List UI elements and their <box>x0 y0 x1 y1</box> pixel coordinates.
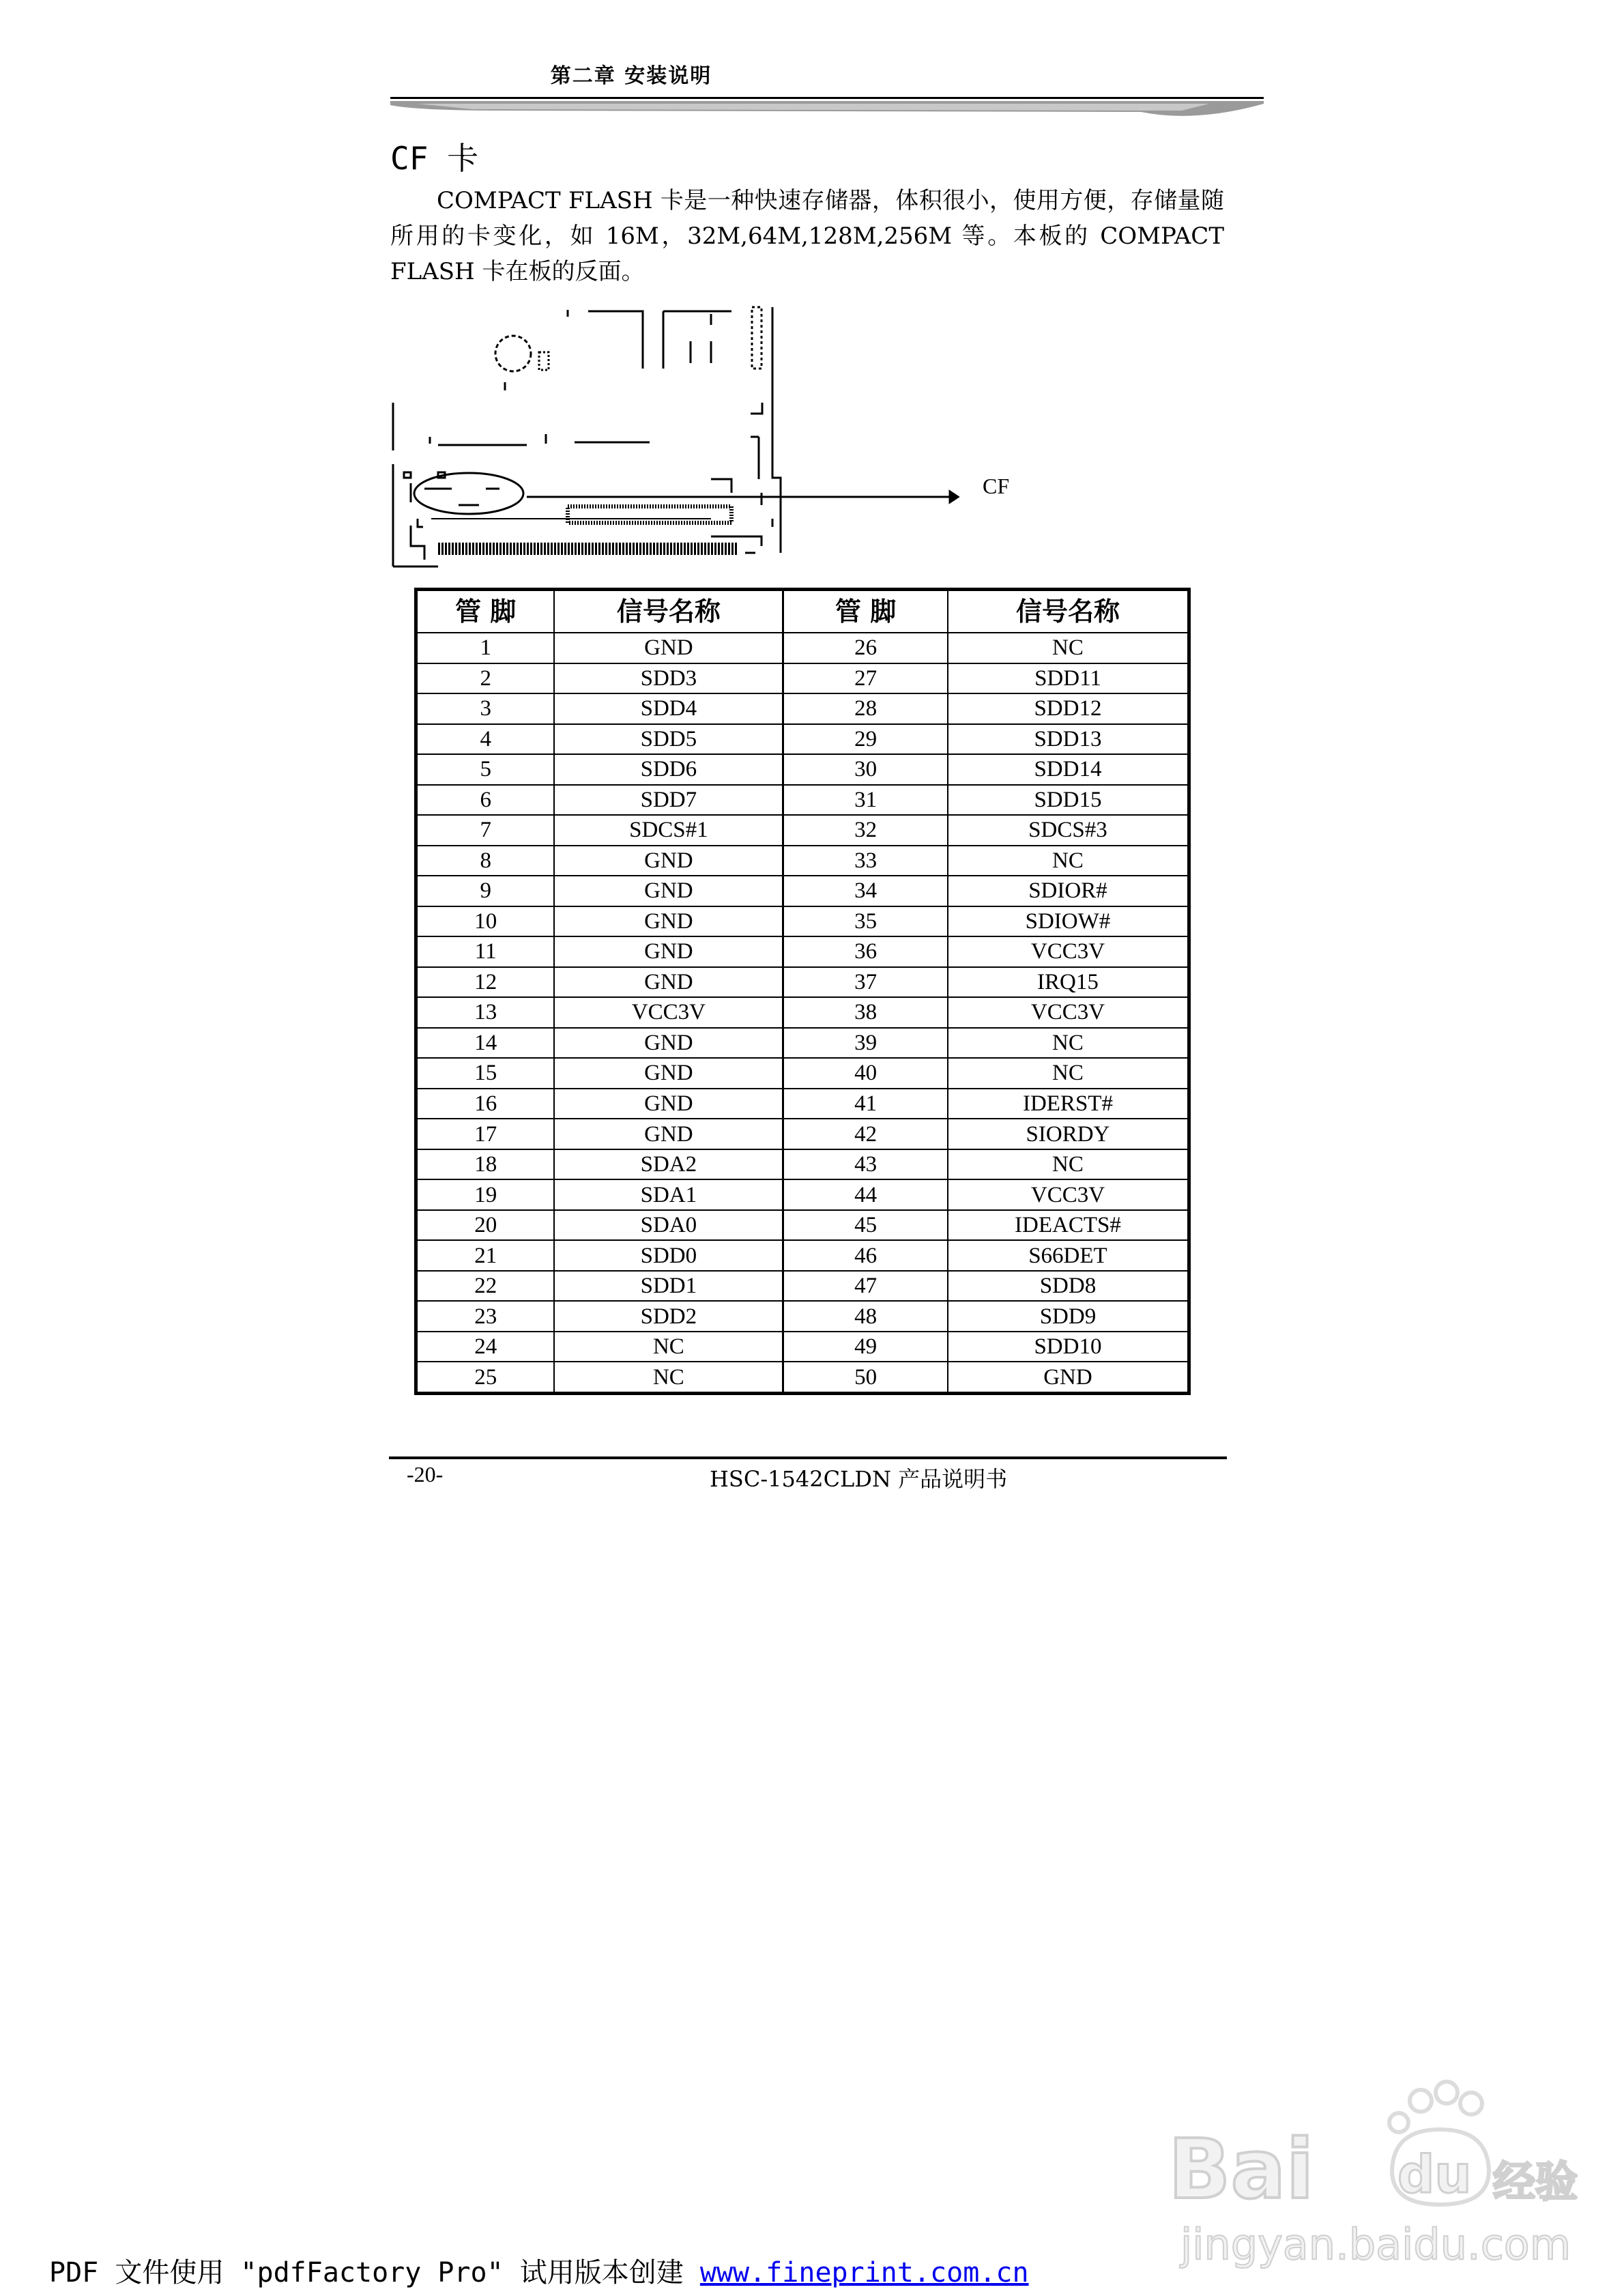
pin-number: 8 <box>416 846 555 876</box>
pin-number: 35 <box>783 906 948 937</box>
pin-row <box>416 1058 1189 1089</box>
pin-number: 20 <box>416 1210 555 1241</box>
signal-name: SDD1 <box>554 1271 783 1302</box>
pin-number: 21 <box>416 1240 555 1271</box>
pin-row <box>416 1028 1189 1059</box>
pin-number: 1 <box>416 633 555 663</box>
product-name: HSC-1542CLDN 产品说明书 <box>710 1466 1008 1492</box>
pin-row <box>416 785 1189 816</box>
signal-name: NC <box>554 1362 783 1393</box>
fineprint-link[interactable]: www.fineprint.com.cn <box>699 2257 1029 2288</box>
signal-name: SDD12 <box>948 693 1189 724</box>
signal-name: GND <box>554 967 783 998</box>
signal-name: VCC3V <box>948 936 1189 967</box>
signal-name: IRQ15 <box>948 967 1189 998</box>
signal-name: SDIOR# <box>948 876 1189 906</box>
pin-row <box>416 1179 1189 1210</box>
signal-name: SDD13 <box>948 724 1189 755</box>
pin-number: 33 <box>783 846 948 876</box>
signal-name: SDD2 <box>554 1301 783 1332</box>
signal-name: NC <box>948 1058 1189 1089</box>
signal-name: SDD4 <box>554 693 783 724</box>
pin-table <box>414 588 1191 1395</box>
pin-number: 39 <box>783 1028 948 1059</box>
signal-name: SDD6 <box>554 754 783 785</box>
pin-number: 38 <box>783 997 948 1028</box>
signal-name: NC <box>948 633 1189 663</box>
header-pin: 管 脚 <box>416 590 555 633</box>
pdf-banner-text: PDF 文件使用 "pdfFactory Pro" 试用版本创建 <box>49 2257 700 2288</box>
pin-number: 9 <box>416 876 555 906</box>
pin-number: 46 <box>783 1240 948 1271</box>
baidu-watermark-logo <box>1153 2075 1590 2280</box>
pin-number: 47 <box>783 1271 948 1302</box>
signal-name: SDD15 <box>948 785 1189 816</box>
section-heading: CF 卡 <box>390 140 479 177</box>
pin-number: 30 <box>783 754 948 785</box>
pin-number: 34 <box>783 876 948 906</box>
pin-number: 3 <box>416 693 555 724</box>
pin-row <box>416 1210 1189 1241</box>
pin-row <box>416 815 1189 846</box>
signal-name: SDD0 <box>554 1240 783 1271</box>
pin-number: 13 <box>416 997 555 1028</box>
pin-number: 7 <box>416 815 555 846</box>
signal-name: GND <box>554 633 783 663</box>
pin-number: 24 <box>416 1332 555 1362</box>
pin-row <box>416 1240 1189 1271</box>
pin-row <box>416 663 1189 694</box>
signal-name: SDCS#1 <box>554 815 783 846</box>
pin-number: 31 <box>783 785 948 816</box>
signal-name: NC <box>948 846 1189 876</box>
pin-row <box>416 1271 1189 1302</box>
signal-name: SDA1 <box>554 1179 783 1210</box>
signal-name: GND <box>554 1028 783 1059</box>
pin-table-header-row <box>416 590 1189 633</box>
signal-name: NC <box>948 1028 1189 1059</box>
signal-name: GND <box>554 876 783 906</box>
pin-number: 19 <box>416 1179 555 1210</box>
signal-name: SDD5 <box>554 724 783 755</box>
signal-name: SDA2 <box>554 1149 783 1180</box>
page-number: -20- <box>407 1462 444 1487</box>
pin-row <box>416 1301 1189 1332</box>
signal-name: GND <box>948 1362 1189 1393</box>
pin-number: 36 <box>783 936 948 967</box>
pin-row <box>416 906 1189 937</box>
pin-number: 12 <box>416 967 555 998</box>
pin-row <box>416 846 1189 876</box>
header-signal: 信号名称 <box>948 590 1189 633</box>
pin-number: 40 <box>783 1058 948 1089</box>
pin-number: 28 <box>783 693 948 724</box>
pin-row <box>416 876 1189 906</box>
pin-number: 22 <box>416 1271 555 1302</box>
pin-number: 27 <box>783 663 948 694</box>
signal-name: SDD7 <box>554 785 783 816</box>
pin-number: 29 <box>783 724 948 755</box>
pin-number: 37 <box>783 967 948 998</box>
signal-name: IDEACTS# <box>948 1210 1189 1241</box>
signal-name: GND <box>554 906 783 937</box>
pin-number: 23 <box>416 1301 555 1332</box>
signal-name: VCC3V <box>948 997 1189 1028</box>
signal-name: GND <box>554 846 783 876</box>
pin-row <box>416 1089 1189 1119</box>
pin-number: 6 <box>416 785 555 816</box>
pin-number: 15 <box>416 1058 555 1089</box>
signal-name: GND <box>554 936 783 967</box>
signal-name: GND <box>554 1089 783 1119</box>
pin-number: 42 <box>783 1119 948 1149</box>
pin-number: 25 <box>416 1362 555 1393</box>
pin-number: 14 <box>416 1028 555 1059</box>
signal-name: S66DET <box>948 1240 1189 1271</box>
pin-row <box>416 967 1189 998</box>
signal-name: SIORDY <box>948 1119 1189 1149</box>
pin-number: 10 <box>416 906 555 937</box>
signal-name: SDD14 <box>948 754 1189 785</box>
svg-text:jingyan.baidu.com: jingyan.baidu.com <box>1180 2220 1571 2269</box>
pin-row <box>416 936 1189 967</box>
pin-row <box>416 1149 1189 1180</box>
pin-number: 18 <box>416 1149 555 1180</box>
signal-name: SDD11 <box>948 663 1189 694</box>
header-signal: 信号名称 <box>554 590 783 633</box>
pin-number: 32 <box>783 815 948 846</box>
signal-name: NC <box>554 1332 783 1362</box>
pin-table-body <box>416 633 1189 1394</box>
signal-name: IDERST# <box>948 1089 1189 1119</box>
signal-name: GND <box>554 1058 783 1089</box>
pin-number: 43 <box>783 1149 948 1180</box>
pin-row <box>416 1362 1189 1393</box>
svg-text:经验: 经验 <box>1493 2157 1578 2207</box>
pin-number: 48 <box>783 1301 948 1332</box>
intro-paragraph: COMPACT FLASH 卡是一种快速存储器，体积很小，使用方便，存储量随所用的卡变化，如 16M，32M,64M,128M,256M 等。本板的 COMPACT FLASH 卡在板的反面。 <box>390 187 1224 285</box>
header-rule <box>390 96 1264 123</box>
chapter-title: 第二章 安装说明 <box>550 64 712 88</box>
svg-text:du: du <box>1397 2144 1472 2205</box>
signal-name: SDD8 <box>948 1271 1189 1302</box>
pdf-banner <box>49 2251 1029 2290</box>
pin-number: 41 <box>783 1089 948 1119</box>
pin-row <box>416 997 1189 1028</box>
signal-name: SDA0 <box>554 1210 783 1241</box>
svg-text:Bai: Bai <box>1168 2123 1314 2218</box>
header-pin: 管 脚 <box>783 590 948 633</box>
pin-number: 45 <box>783 1210 948 1241</box>
pin-number: 2 <box>416 663 555 694</box>
pin-number: 11 <box>416 936 555 967</box>
pin-number: 50 <box>783 1362 948 1393</box>
signal-name: VCC3V <box>554 997 783 1028</box>
signal-name: SDD10 <box>948 1332 1189 1362</box>
pin-row <box>416 1119 1189 1149</box>
signal-name: SDCS#3 <box>948 815 1189 846</box>
pin-number: 5 <box>416 754 555 785</box>
signal-name: SDIOW# <box>948 906 1189 937</box>
pin-row <box>416 633 1189 663</box>
pin-row <box>416 693 1189 724</box>
cf-label: CF <box>983 474 1010 498</box>
pin-row <box>416 1332 1189 1362</box>
signal-name: VCC3V <box>948 1179 1189 1210</box>
signal-name: NC <box>948 1149 1189 1180</box>
pin-number: 44 <box>783 1179 948 1210</box>
signal-name: SDD3 <box>554 663 783 694</box>
signal-name: SDD9 <box>948 1301 1189 1332</box>
pin-row <box>416 754 1189 785</box>
signal-name: GND <box>554 1119 783 1149</box>
pin-number: 49 <box>783 1332 948 1362</box>
pin-number: 16 <box>416 1089 555 1119</box>
pin-number: 26 <box>783 633 948 663</box>
board-diagram <box>390 300 1073 573</box>
pin-number: 17 <box>416 1119 555 1149</box>
pin-number: 4 <box>416 724 555 755</box>
pin-row <box>416 724 1189 755</box>
footer-rule <box>389 1456 1227 1459</box>
